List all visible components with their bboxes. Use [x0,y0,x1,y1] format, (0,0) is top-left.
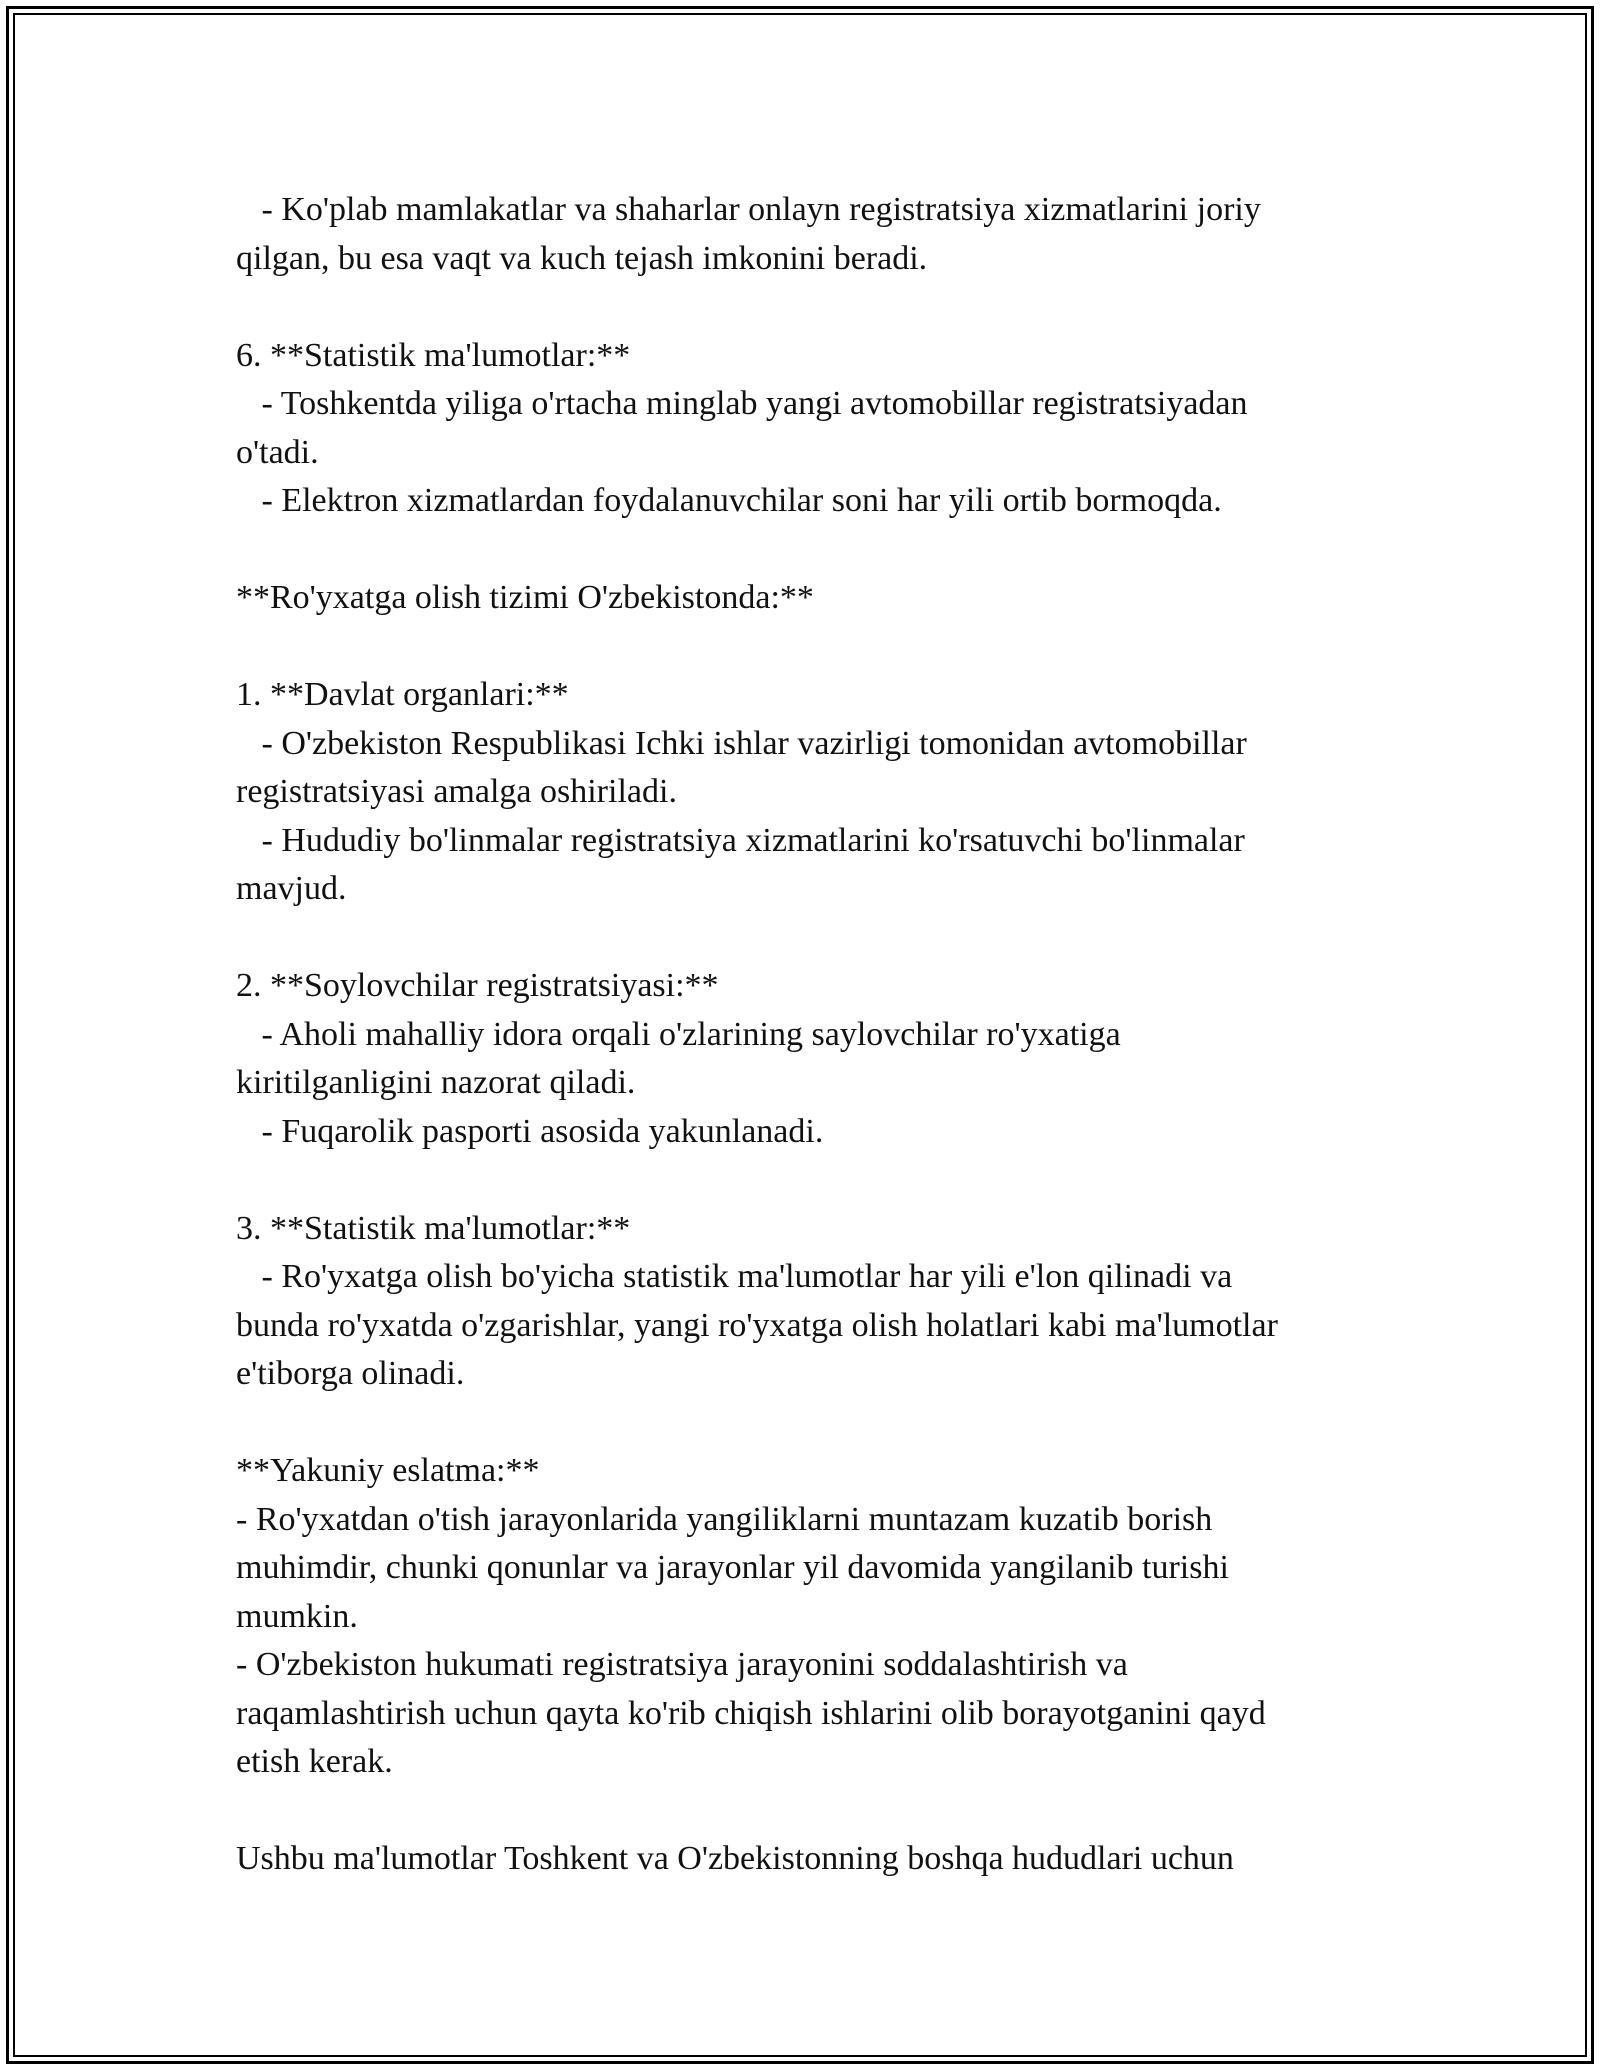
text-line: etish kerak. [236,1743,393,1780]
text-line: qilgan, bu esa vaqt va kuch tejash imkonini beradi. [236,239,928,277]
section-heading: **Yakuniy eslatma:** [236,1452,540,1489]
text-line: mavjud. [236,870,347,907]
text-line: - Aholi mahalliy idora orqali o'zlarining saylovchilar ro'yxatiga [236,1015,1121,1053]
text-line: Ushbu ma'lumotlar Toshkent va O'zbekistonning boshqa hududlari uchun [236,1840,1234,1877]
blank-line [236,283,1376,332]
text-line: mumkin. [236,1597,358,1635]
text-line: e'tiborga olinadi. [236,1355,465,1392]
blank-line [236,1156,1376,1205]
section-heading: 2. **Soylovchilar registratsiyasi:** [236,967,719,1004]
text-line: - Fuqarolik pasporti asosida yakunlanadi. [236,1112,824,1150]
blank-line [236,526,1376,575]
text-line: o'tadi. [236,433,319,471]
text-line: - Ko'plab mamlakatlar va shaharlar onlayn registratsiya xizmatlarini joriy [236,191,1261,228]
text-line: - Ro'yxatga olish bo'yicha statistik ma'lumotlar har yili e'lon qilinadi va [236,1258,1233,1295]
text-line: bunda ro'yxatda o'zgarishlar, yangi ro'yxatga olish holatlari kabi ma'lumotlar [236,1306,1278,1344]
blank-line [236,914,1376,963]
section-heading: **Ro'yxatga olish tizimi O'zbekistonda:** [236,579,814,616]
text-line: - Ro'yxatdan o'tish jarayonlarida yangiliklarni muntazam kuzatib borish [236,1500,1213,1538]
text-line: raqamlashtirish uchun qayta ko'rib chiqish ishlarini olib borayotganini qayd [236,1694,1266,1732]
text-line: - Toshkentda yiliga o'rtacha minglab yangi avtomobillar registratsiyadan [236,385,1248,422]
section-heading: 6. **Statistik ma'lumotlar:** [236,336,631,374]
blank-line [236,1787,1376,1836]
text-line: - Hududiy bo'linmalar registratsiya xizmatlarini ko'rsatuvchi bo'linmalar [236,821,1245,859]
document-body [236,186,1376,1884]
section-heading: 3. **Statistik ma'lumotlar:** [236,1209,631,1247]
text-line: kiritilganligini nazorat qiladi. [236,1064,636,1101]
text-line: - Elektron xizmatlardan foydalanuvchilar soni har yili ortib bormoqda. [236,482,1222,519]
section-heading: 1. **Davlat organlari:** [236,676,569,713]
text-line: registratsiyasi amalga oshiriladi. [236,773,677,810]
text-line: muhimdir, chunki qonunlar va jarayonlar yil davomida yangilanib turishi [236,1549,1229,1586]
blank-line [236,623,1376,672]
text-line: - O'zbekiston hukumati registratsiya jarayonini soddalashtirish va [236,1646,1128,1683]
text-line: - O'zbekiston Respublikasi Ichki ishlar vazirligi tomonidan avtomobillar [236,724,1247,762]
blank-line [236,1399,1376,1448]
